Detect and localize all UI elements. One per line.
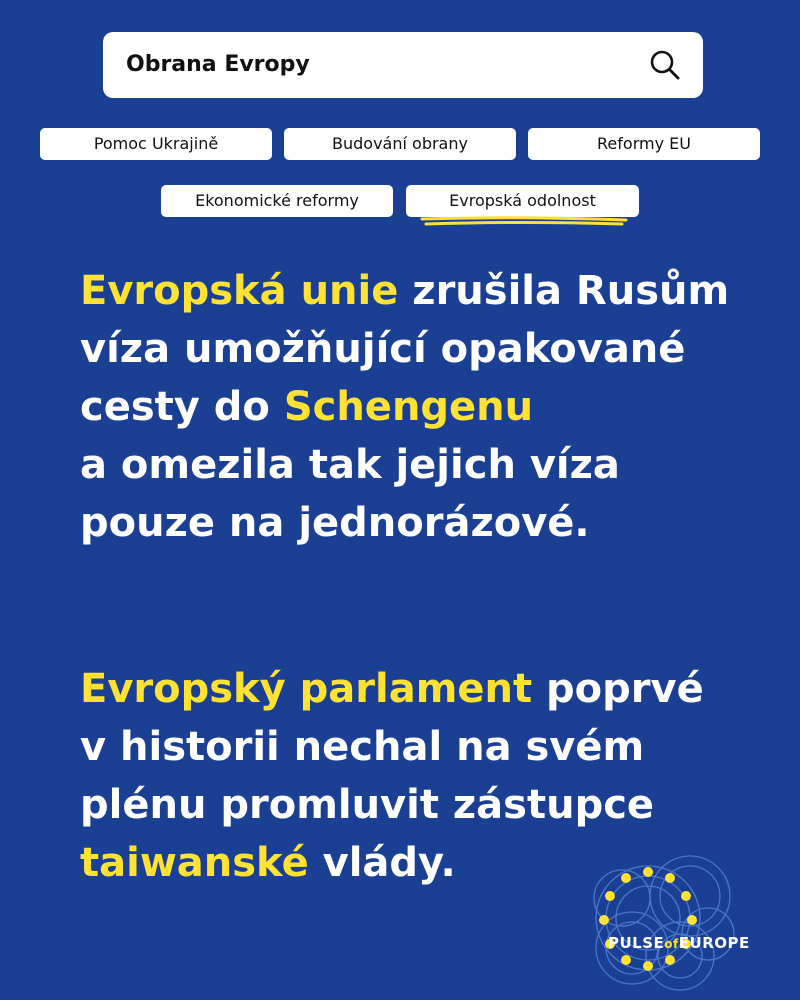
line: a omezila tak jejich víza: [80, 442, 620, 488]
logo-wordmark: PULSEofEUROPE: [608, 934, 750, 952]
paragraph-eu-visas: [80, 262, 780, 552]
line: v historii nechal na svém: [80, 724, 645, 770]
active-chip-underline: [418, 214, 633, 228]
line: cesty do Schengenu: [80, 384, 534, 430]
line: Evropská unie zrušila Rusům: [80, 268, 730, 314]
search-icon[interactable]: [649, 49, 681, 81]
pulse-of-europe-logo-icon: [580, 838, 790, 1000]
line: Evropský parlament poprvé: [80, 666, 704, 712]
chip-budovani-obrany[interactable]: Budování obrany: [284, 128, 516, 160]
line: víza umožňující opakované: [80, 326, 686, 372]
line: taiwanské vlády.: [80, 840, 456, 886]
search-bar[interactable]: [103, 32, 703, 98]
search-input[interactable]: Obrana Evropy: [126, 52, 310, 77]
line: pouze na jednorázové.: [80, 500, 590, 546]
chip-reformy-eu[interactable]: Reformy EU: [528, 128, 760, 160]
line: plénu promluvit zástupce: [80, 782, 655, 828]
chip-evropska-odolnost[interactable]: Evropská odolnost: [406, 185, 639, 217]
chip-pomoc-ukrajine[interactable]: Pomoc Ukrajině: [40, 128, 272, 160]
chip-ekonomicke-reformy[interactable]: Ekonomické reformy: [161, 185, 393, 217]
